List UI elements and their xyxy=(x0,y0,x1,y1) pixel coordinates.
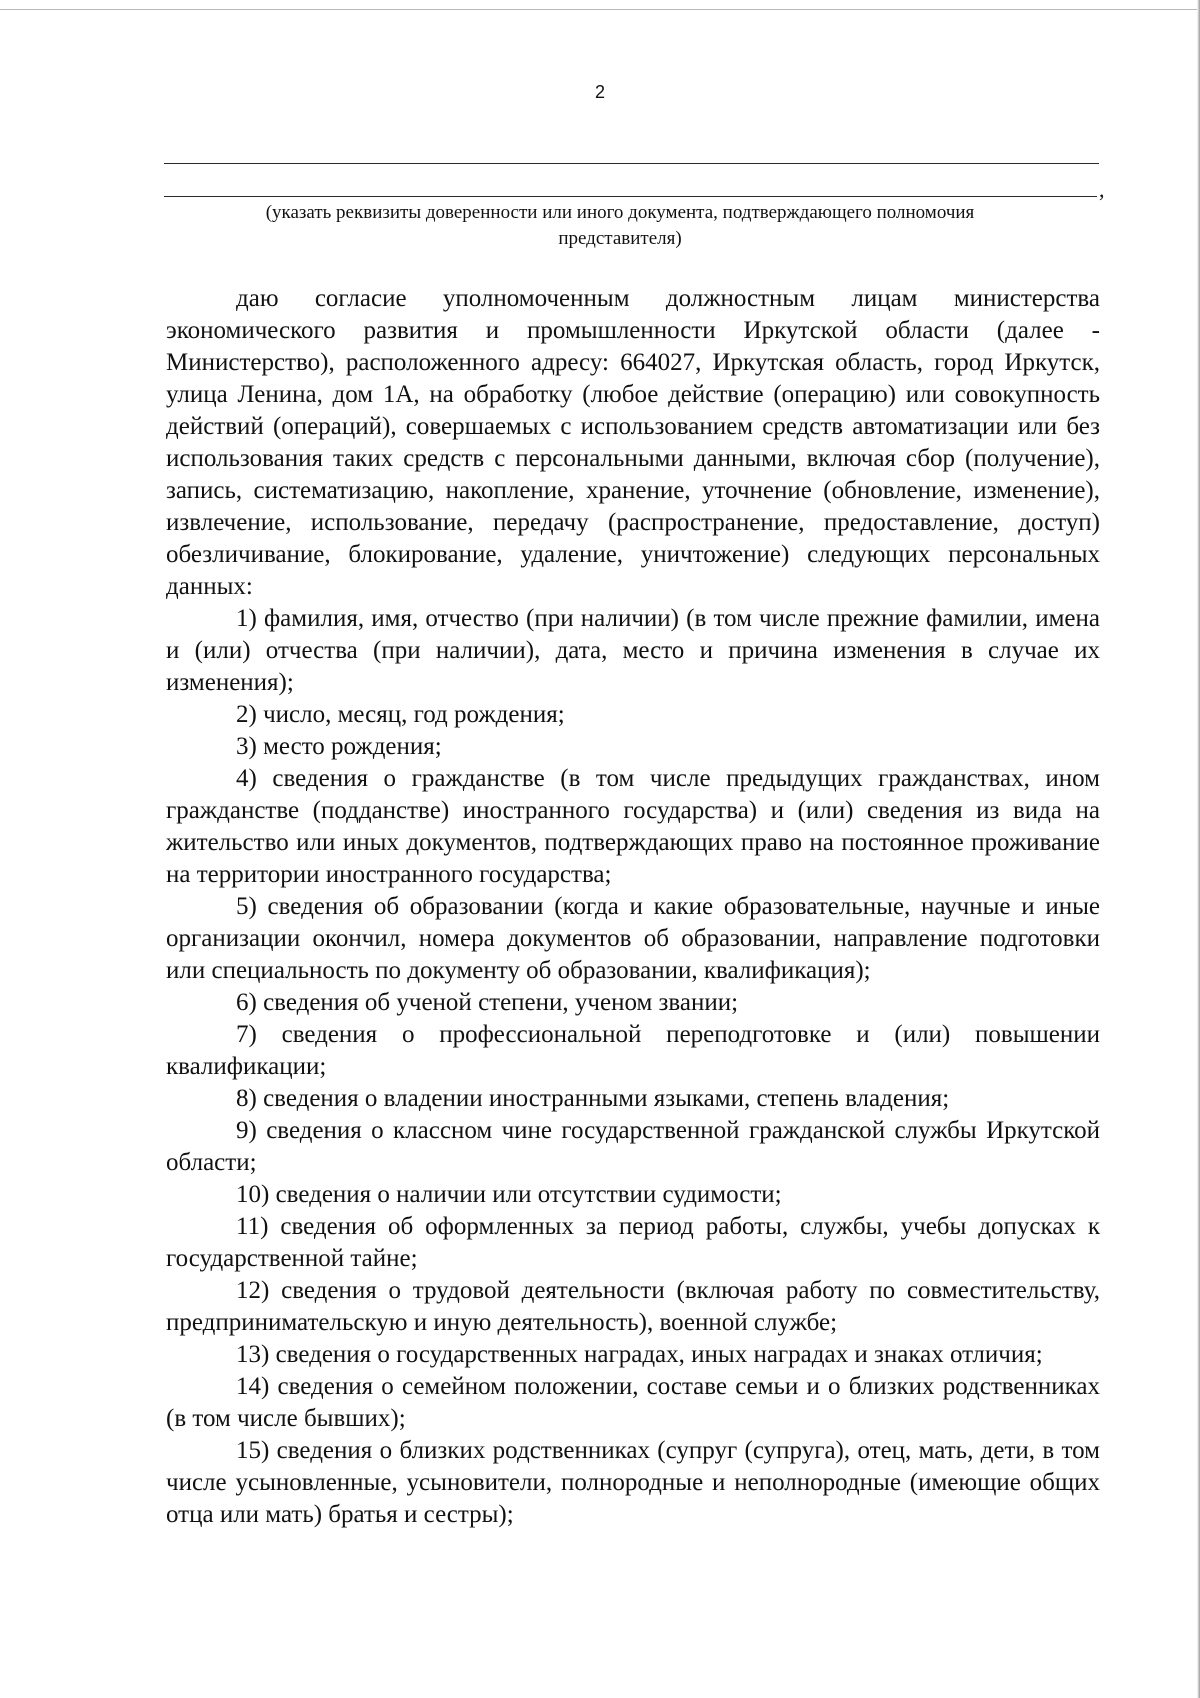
list-item: 3) место рождения; xyxy=(236,733,442,760)
blank-fill-line xyxy=(164,196,1097,197)
list-item: 4) сведения о гражданстве (в том числе предыдущих гражданствах, ином гражданстве (подданстве) иностранного государства) и (или) сведения из вида на жительство или иных документов, подтверждающих право на постоянное проживание на территории иностранного государства; xyxy=(166,765,1100,888)
list-item: 1) фамилия, имя, отчество (при наличии) (в том числе прежние фамилии, имена и (или) отчества (при наличии), дата, место и причина изменения в случае их изменения); xyxy=(166,605,1100,696)
document-body xyxy=(166,283,1100,1531)
list-item: 5) сведения об образовании (когда и какие образовательные, научные и иные организации окончил, номера документов об образовании, направление подготовки или специальность по документу об образовании, квалификация); xyxy=(166,893,1100,984)
list-item: 8) сведения о владении иностранными языками, степень владения; xyxy=(236,1085,950,1112)
consent-paragraph: даю согласие уполномоченным должностным лицам министерства экономического развития и промышленности Иркутской области (далее - Министерство), расположенного адресу: 664027, Иркутская область, город Иркутск, улица Ленина, дом 1А, на обработку (любое действие (операцию) или совокупность действий (операций), совершаемых с использованием средств автоматизации или без использования таких средств с персональными данными, включая сбор (получение), запись, систематизацию, накопление, хранение, уточнение (обновление, изменение), извлечение, использование, передачу (распространение, предоставление, доступ) обезличивание, блокирование, удаление, уничтожение) следующих персональных данных: xyxy=(166,285,1100,600)
list-item: 7) сведения о профессиональной переподготовке и (или) повышении квалификации; xyxy=(166,1021,1100,1080)
blank-fill-line xyxy=(164,163,1099,164)
list-item: 2) число, месяц, год рождения; xyxy=(236,701,565,728)
list-item: 14) сведения о семейном положении, составе семьи и о близких родственниках (в том числе бывших); xyxy=(166,1373,1100,1432)
list-item: 15) сведения о близких родственниках (супруг (супруга), отец, мать, дети, в том числе усыновленные, усыновители, полнородные и неполнородные (имеющие общих отца или мать) братья и сестры); xyxy=(166,1437,1100,1528)
page-number: 2 xyxy=(594,82,605,102)
trailing-comma: , xyxy=(1099,177,1105,202)
list-item: 9) сведения о классном чине государственной гражданской службы Иркутской области; xyxy=(166,1117,1100,1176)
list-item: 13) сведения о государственных наградах, иных наградах и знаках отличия; xyxy=(236,1341,1043,1368)
list-item: 10) сведения о наличии или отсутствии судимости; xyxy=(236,1181,782,1208)
scan-top-border xyxy=(0,9,1200,10)
list-item: 6) сведения об ученой степени, ученом звании; xyxy=(236,989,739,1016)
list-item: 11) сведения об оформленных за период работы, службы, учебы допусках к государственной тайне; xyxy=(166,1213,1100,1272)
field-caption: (указать реквизиты доверенности или иного документа, подтверждающего полномочия представителя) xyxy=(265,202,975,249)
list-item: 12) сведения о трудовой деятельности (включая работу по совместительству, предпринимательскую и иную деятельность), военной службе; xyxy=(166,1277,1100,1336)
